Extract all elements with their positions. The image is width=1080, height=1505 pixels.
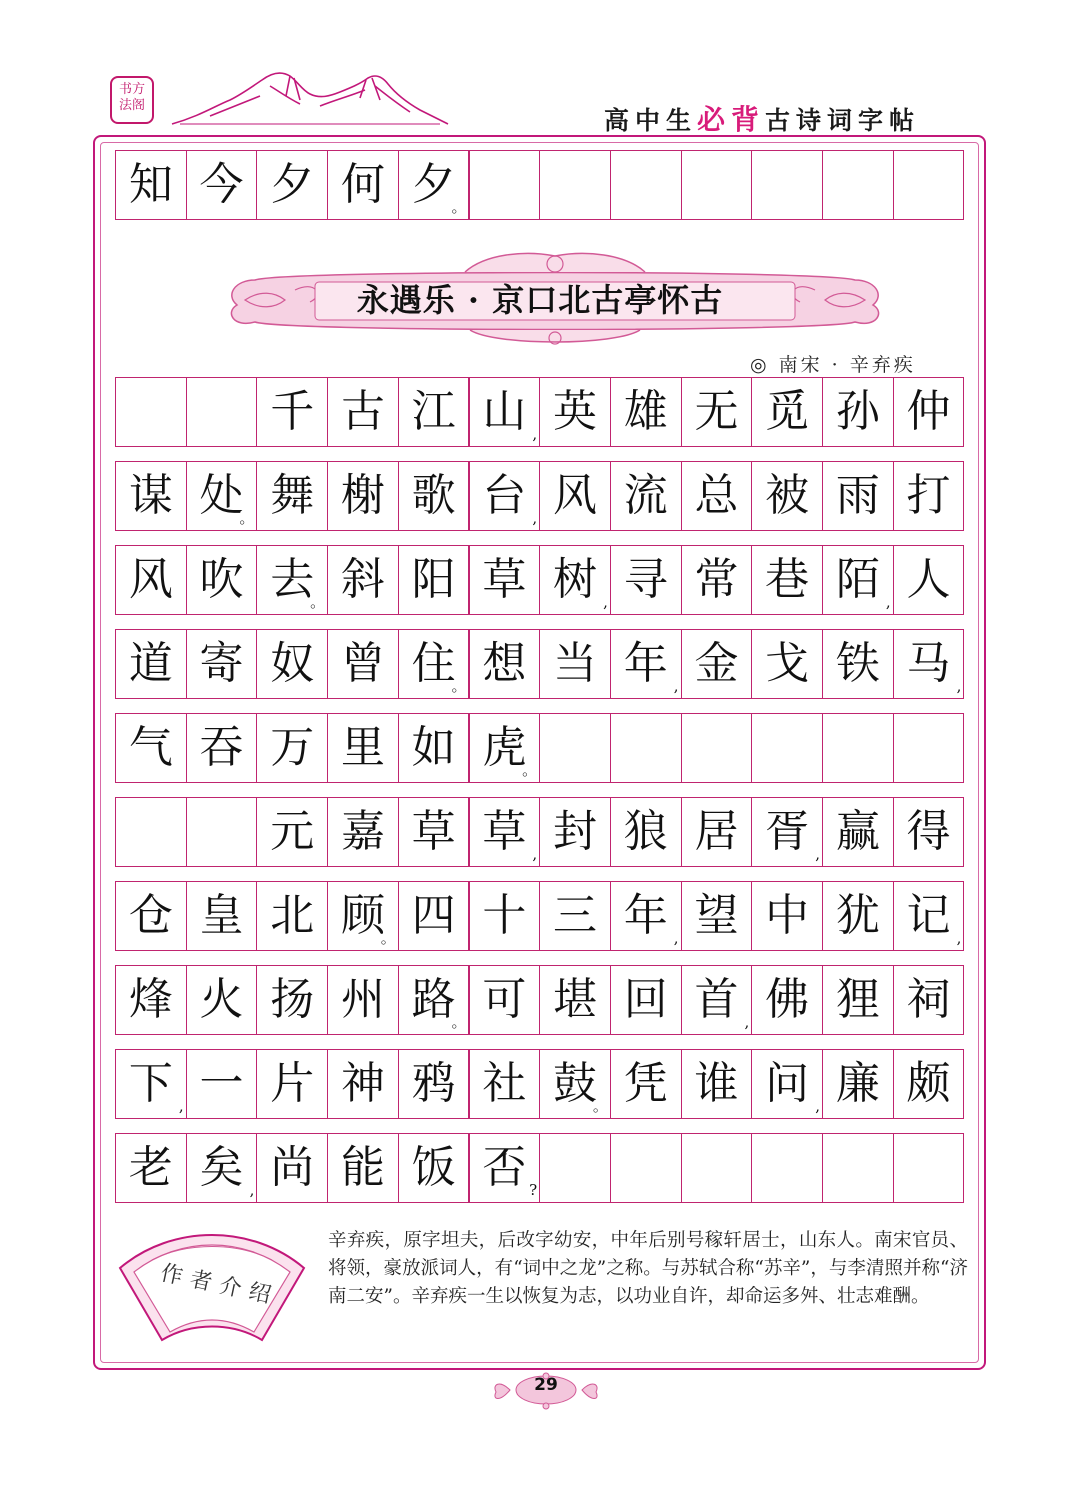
grid-cell <box>398 797 470 867</box>
grid-cell <box>115 545 187 615</box>
author-bio: 辛弃疾，原字坦夫，后改字幼安，中年后别号稼轩居士，山东人。南宋官员、将领，豪放派词人，有“词中之龙”之称。与苏轼合称“苏辛”，与李清照并称“济南二安”。辛弃疾一生以恢复为志，以功业自许，却命运多舛、壮志难酬。 <box>328 1230 968 1307</box>
book-title <box>604 98 920 138</box>
punctuation-mark: , <box>885 593 891 611</box>
character-glyph: 片 <box>270 1058 315 1109</box>
character-glyph: 千 <box>270 386 315 437</box>
character-glyph: 犹 <box>835 890 880 941</box>
punctuation-mark: , <box>744 1013 750 1031</box>
grid-cell <box>610 150 682 220</box>
character-glyph: 夕 <box>411 159 456 210</box>
grid-cell <box>539 150 611 220</box>
grid-cell <box>822 629 894 699</box>
grid-cell <box>751 797 823 867</box>
grid-cell <box>893 713 965 783</box>
character-glyph: 打 <box>906 470 951 521</box>
grid-cell <box>256 545 328 615</box>
character-glyph: 里 <box>340 722 385 773</box>
character-glyph: 虎 <box>482 722 527 773</box>
grid-cell <box>469 1049 541 1119</box>
grid-cell <box>115 629 187 699</box>
character-glyph: 万 <box>270 722 315 773</box>
title-left: 高中生 <box>604 106 698 135</box>
grid-cell <box>327 545 399 615</box>
character-glyph: 雄 <box>623 386 668 437</box>
character-glyph: 寄 <box>199 638 244 689</box>
grid-cell <box>256 1133 328 1203</box>
character-glyph: 问 <box>765 1058 810 1109</box>
character-glyph: 回 <box>623 974 668 1025</box>
grid-cell <box>398 965 470 1035</box>
character-glyph: 去 <box>270 554 315 605</box>
character-glyph: 处 <box>199 470 244 521</box>
grid-cell <box>893 797 965 867</box>
grid-cell <box>893 545 965 615</box>
character-glyph: 歌 <box>411 470 456 521</box>
grid-cell <box>115 461 187 531</box>
character-glyph: 火 <box>199 974 244 1025</box>
grid-cell <box>610 377 682 447</box>
character-glyph: 可 <box>482 974 527 1025</box>
character-glyph: 树 <box>553 554 598 605</box>
grid-cell <box>751 150 823 220</box>
grid-cell <box>751 1133 823 1203</box>
character-glyph: 觅 <box>765 386 810 437</box>
character-glyph: 铁 <box>835 638 880 689</box>
grid-cell <box>186 965 258 1035</box>
grid-cell <box>893 1133 965 1203</box>
punctuation-mark: , <box>532 845 538 863</box>
character-glyph: 曾 <box>340 638 385 689</box>
grid-cell <box>469 713 541 783</box>
grid-cell <box>610 629 682 699</box>
grid-cell <box>822 965 894 1035</box>
poem-title: 永遇乐 · 京口北古亭怀古 <box>356 281 724 319</box>
grid-cell <box>539 461 611 531</box>
punctuation-mark: 。 <box>522 761 538 779</box>
punctuation-mark: , <box>673 929 679 947</box>
grid-cell <box>327 629 399 699</box>
grid-cell <box>186 461 258 531</box>
grid-cell <box>115 965 187 1035</box>
character-glyph: 十 <box>482 890 527 941</box>
title-accent: 必背 <box>697 103 766 136</box>
grid-cell <box>893 1049 965 1119</box>
character-glyph: 舞 <box>270 470 315 521</box>
character-glyph: 皇 <box>199 890 244 941</box>
character-glyph: 夕 <box>270 159 315 210</box>
character-glyph: 总 <box>694 470 739 521</box>
character-glyph: 奴 <box>270 638 315 689</box>
character-glyph: 年 <box>623 890 668 941</box>
character-glyph: 三 <box>553 890 598 941</box>
character-glyph: 何 <box>340 159 385 210</box>
grid-cell <box>610 1049 682 1119</box>
character-glyph: 寻 <box>623 554 668 605</box>
character-glyph: 吞 <box>199 722 244 773</box>
grid-cell <box>610 1133 682 1203</box>
character-glyph: 山 <box>482 386 527 437</box>
character-glyph: 流 <box>623 470 668 521</box>
grid-cell <box>327 1049 399 1119</box>
grid-cell <box>469 629 541 699</box>
punctuation-mark: , <box>178 1097 184 1115</box>
character-glyph: 北 <box>270 890 315 941</box>
character-glyph: 年 <box>623 638 668 689</box>
grid-cell <box>751 881 823 951</box>
character-glyph: 元 <box>270 806 315 857</box>
grid-cell <box>822 713 894 783</box>
character-glyph: 风 <box>128 554 173 605</box>
grid-cell <box>610 797 682 867</box>
character-glyph: 江 <box>411 386 456 437</box>
character-glyph: 今 <box>199 159 244 210</box>
grid-cell <box>893 377 965 447</box>
character-glyph: 一 <box>199 1058 244 1109</box>
punctuation-mark: 。 <box>380 929 396 947</box>
character-glyph: 佛 <box>765 974 810 1025</box>
character-glyph: 戈 <box>765 638 810 689</box>
grid-cell <box>822 545 894 615</box>
grid-cell <box>398 461 470 531</box>
character-glyph: 能 <box>340 1142 385 1193</box>
grid-cell <box>469 377 541 447</box>
character-glyph: 被 <box>765 470 810 521</box>
punctuation-mark: , <box>956 677 962 695</box>
character-glyph: 尚 <box>270 1142 315 1193</box>
grid-cell <box>186 377 258 447</box>
grid-cell <box>751 1049 823 1119</box>
character-glyph: 下 <box>128 1058 173 1109</box>
grid-cell <box>893 629 965 699</box>
punctuation-mark: , <box>815 845 820 863</box>
grid-cell <box>681 881 753 951</box>
grid-cell <box>115 797 187 867</box>
grid-cell <box>539 377 611 447</box>
punctuation-mark: 。 <box>239 509 255 527</box>
grid-cell <box>539 545 611 615</box>
grid-cell <box>398 545 470 615</box>
grid-cell <box>256 713 328 783</box>
character-glyph: 嘉 <box>340 806 385 857</box>
character-glyph: 常 <box>694 554 739 605</box>
grid-cell <box>822 797 894 867</box>
character-glyph: 中 <box>765 890 810 941</box>
grid-cell <box>186 629 258 699</box>
character-glyph: 顾 <box>340 890 385 941</box>
grid-cell <box>751 377 823 447</box>
grid-cell <box>327 461 399 531</box>
grid-cell <box>539 1133 611 1203</box>
character-glyph: 鸦 <box>411 1058 456 1109</box>
character-glyph: 居 <box>694 806 739 857</box>
character-glyph: 赢 <box>835 806 880 857</box>
grid-cell <box>186 797 258 867</box>
grid-cell <box>893 461 965 531</box>
grid-cell <box>681 377 753 447</box>
character-glyph: 鼓 <box>553 1058 598 1109</box>
grid-cell <box>256 797 328 867</box>
grid-cell <box>398 1133 470 1203</box>
grid-cell <box>256 1049 328 1119</box>
grid-cell <box>681 1049 753 1119</box>
page-number: 29 <box>534 1375 558 1395</box>
grid-cell <box>610 965 682 1035</box>
character-glyph: 望 <box>694 890 739 941</box>
grid-cell <box>751 545 823 615</box>
grid-cell <box>681 713 753 783</box>
grid-cell <box>256 150 328 220</box>
grid-cell <box>186 713 258 783</box>
character-glyph: 烽 <box>128 974 173 1025</box>
grid-cell <box>327 881 399 951</box>
grid-cell <box>469 1133 541 1203</box>
grid-cell <box>681 1133 753 1203</box>
grid-cell <box>539 713 611 783</box>
character-glyph: 得 <box>906 806 951 857</box>
punctuation-mark: , <box>249 1181 255 1199</box>
mountain-illustration <box>170 66 450 128</box>
character-glyph: 英 <box>553 386 598 437</box>
character-glyph: 社 <box>482 1058 527 1109</box>
character-glyph: 道 <box>128 638 173 689</box>
punctuation-mark: ? <box>529 1181 538 1199</box>
grid-cell <box>327 150 399 220</box>
character-glyph: 神 <box>340 1058 385 1109</box>
character-glyph: 古 <box>340 386 385 437</box>
character-glyph: 孙 <box>835 386 880 437</box>
character-glyph: 首 <box>694 974 739 1025</box>
grid-cell <box>681 461 753 531</box>
grid-cell <box>256 629 328 699</box>
grid-cell <box>610 881 682 951</box>
character-glyph: 仓 <box>128 890 173 941</box>
grid-cell <box>469 545 541 615</box>
grid-cell <box>681 150 753 220</box>
character-glyph: 矣 <box>199 1142 244 1193</box>
grid-cell <box>751 713 823 783</box>
grid-cell <box>822 461 894 531</box>
character-glyph: 饭 <box>411 1142 456 1193</box>
grid-cell <box>822 150 894 220</box>
character-glyph: 气 <box>128 722 173 773</box>
grid-cell <box>539 629 611 699</box>
punctuation-mark: , <box>603 593 608 611</box>
grid-cell <box>398 629 470 699</box>
grid-cell <box>327 797 399 867</box>
character-glyph: 雨 <box>835 470 880 521</box>
grid-cell <box>115 377 187 447</box>
character-glyph: 知 <box>128 159 173 210</box>
grid-cell <box>186 545 258 615</box>
grid-cell <box>822 377 894 447</box>
character-glyph: 否 <box>482 1142 527 1193</box>
grid-cell <box>256 377 328 447</box>
character-glyph: 住 <box>411 638 456 689</box>
character-glyph: 台 <box>482 470 527 521</box>
grid-cell <box>469 881 541 951</box>
character-glyph: 记 <box>906 890 951 941</box>
grid-cell <box>469 965 541 1035</box>
character-glyph: 草 <box>482 806 527 857</box>
punctuation-mark: , <box>673 677 679 695</box>
character-glyph: 无 <box>694 386 739 437</box>
character-glyph: 人 <box>906 554 951 605</box>
character-glyph: 狼 <box>623 806 668 857</box>
grid-cell <box>822 1133 894 1203</box>
grid-cell <box>822 881 894 951</box>
punctuation-mark: , <box>815 1097 820 1115</box>
grid-cell <box>186 1133 258 1203</box>
grid-cell <box>398 713 470 783</box>
character-glyph: 金 <box>694 638 739 689</box>
grid-cell <box>539 1049 611 1119</box>
author-intro-label: 作者介绍 <box>158 1260 281 1311</box>
grid-cell <box>256 881 328 951</box>
grid-cell <box>115 1133 187 1203</box>
character-glyph: 四 <box>411 890 456 941</box>
punctuation-mark: 。 <box>451 677 467 695</box>
character-glyph: 斜 <box>340 554 385 605</box>
character-glyph: 州 <box>340 974 385 1025</box>
character-glyph: 草 <box>482 554 527 605</box>
grid-cell <box>681 545 753 615</box>
punctuation-mark: , <box>956 929 962 947</box>
grid-cell <box>115 881 187 951</box>
grid-cell <box>256 965 328 1035</box>
grid-cell <box>469 797 541 867</box>
grid-cell <box>256 461 328 531</box>
grid-cell <box>115 150 187 220</box>
character-glyph: 颇 <box>906 1058 951 1109</box>
character-glyph: 谋 <box>128 470 173 521</box>
grid-cell <box>539 881 611 951</box>
character-glyph: 老 <box>128 1142 173 1193</box>
grid-cell <box>539 797 611 867</box>
character-glyph: 如 <box>411 722 456 773</box>
character-glyph: 仲 <box>906 386 951 437</box>
punctuation-mark: 。 <box>310 593 326 611</box>
grid-cell <box>893 150 965 220</box>
grid-cell <box>115 713 187 783</box>
grid-cell <box>822 1049 894 1119</box>
punctuation-mark: , <box>532 509 538 527</box>
grid-cell <box>610 713 682 783</box>
grid-cell <box>398 1049 470 1119</box>
character-glyph: 巷 <box>765 554 810 605</box>
grid-cell <box>115 1049 187 1119</box>
grid-cell <box>327 965 399 1035</box>
character-glyph: 当 <box>553 638 598 689</box>
seal-logo: 书方法阁 <box>110 76 154 124</box>
grid-cell <box>469 461 541 531</box>
character-glyph: 陌 <box>835 554 880 605</box>
title-right: 古诗词字帖 <box>765 106 921 135</box>
grid-cell <box>681 797 753 867</box>
character-glyph: 榭 <box>340 470 385 521</box>
grid-cell <box>186 150 258 220</box>
character-glyph: 祠 <box>906 974 951 1025</box>
punctuation-mark: 。 <box>451 198 467 216</box>
grid-cell <box>681 965 753 1035</box>
grid-cell <box>893 881 965 951</box>
character-glyph: 风 <box>553 470 598 521</box>
grid-cell <box>398 150 470 220</box>
character-glyph: 吹 <box>199 554 244 605</box>
grid-cell <box>327 377 399 447</box>
grid-cell <box>751 461 823 531</box>
character-glyph: 堪 <box>553 974 598 1025</box>
character-glyph: 封 <box>553 806 598 857</box>
character-glyph: 阳 <box>411 554 456 605</box>
grid-cell <box>398 377 470 447</box>
grid-cell <box>186 881 258 951</box>
grid-cell <box>469 150 541 220</box>
character-glyph: 凭 <box>623 1058 668 1109</box>
character-glyph: 马 <box>906 638 951 689</box>
grid-cell <box>398 881 470 951</box>
grid-cell <box>327 1133 399 1203</box>
grid-cell <box>327 713 399 783</box>
character-glyph: 廉 <box>835 1058 880 1109</box>
poem-author: ◎ 南宋 · 辛弃疾 <box>750 354 916 376</box>
character-glyph: 扬 <box>270 974 315 1025</box>
character-glyph: 路 <box>411 974 456 1025</box>
character-glyph: 狸 <box>835 974 880 1025</box>
punctuation-mark: 。 <box>592 1097 608 1115</box>
character-glyph: 胥 <box>765 806 810 857</box>
grid-cell <box>610 461 682 531</box>
grid-cell <box>610 545 682 615</box>
grid-cell <box>186 1049 258 1119</box>
grid-cell <box>681 629 753 699</box>
character-glyph: 想 <box>482 638 527 689</box>
grid-cell <box>751 629 823 699</box>
grid-cell <box>751 965 823 1035</box>
character-glyph: 谁 <box>694 1058 739 1109</box>
character-glyph: 草 <box>411 806 456 857</box>
punctuation-mark: 。 <box>451 1013 467 1031</box>
punctuation-mark: , <box>532 425 538 443</box>
grid-cell <box>893 965 965 1035</box>
grid-cell <box>539 965 611 1035</box>
